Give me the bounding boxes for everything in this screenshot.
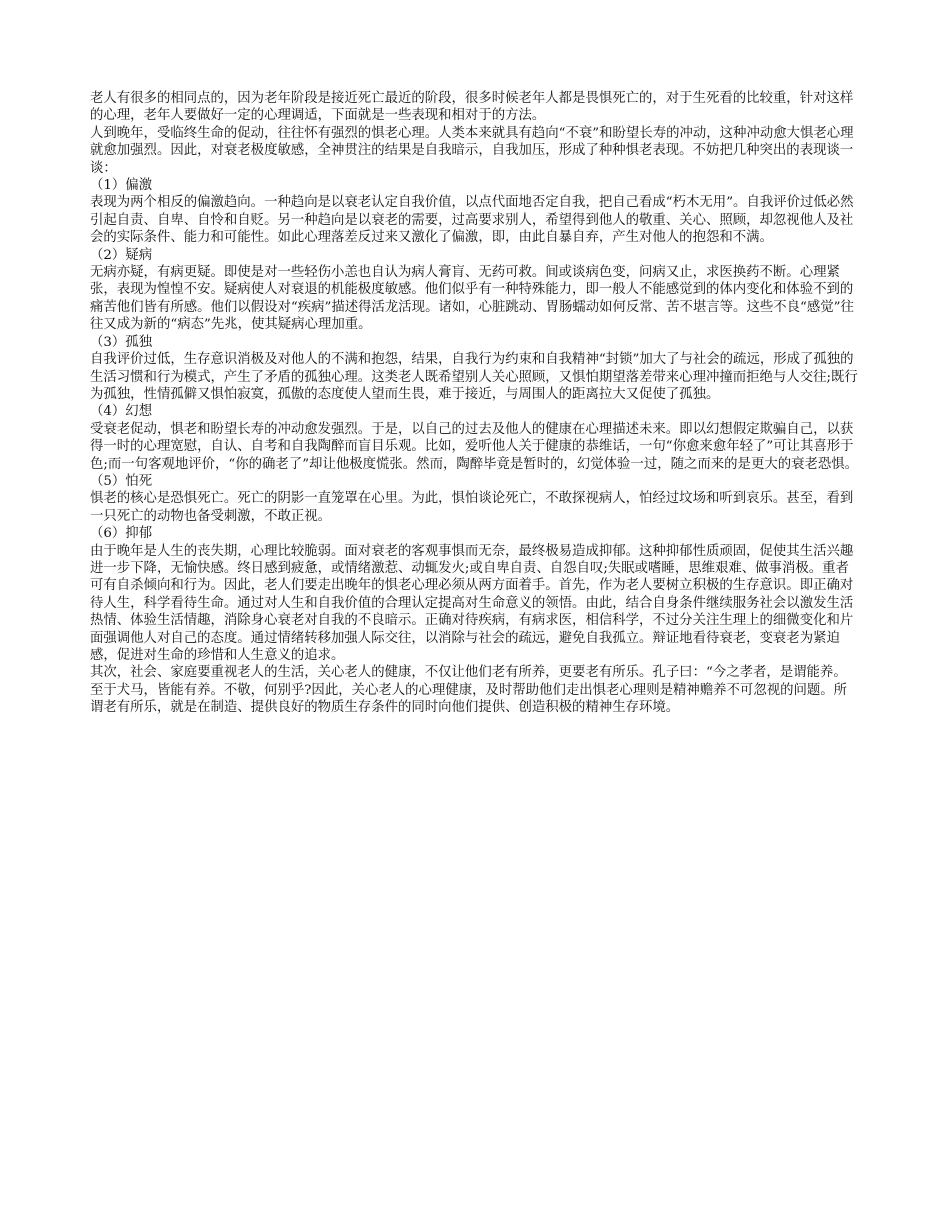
section-heading-loneliness: （3）孤独 [90, 334, 153, 350]
section-text-bias: 表现为两个相反的偏激趋向。一种趋向是以衰老认定自我价值，以点代面地否定自我，把自己看成“朽木无用”。自我评价过低必然引起自责、自卑、自怜和自贬。另一种趋向是以衰老的需要，过高要求别人，希望得到他人的敬重、关心、照顾，却忽视他人及社会的实际条件、能力和可能性。如此心理落差反过来又激化了偏激，即，由此自暴自弃，产生对他人的抱怨和不满。 [90, 195, 854, 246]
section-text-loneliness: 自我评价过低，生存意识消极及对他人的不满和抱怨，结果，自我行为约束和自我精神“封锁”加大了与社会的疏远，形成了孤独的生活习惯和行为模式，产生了矛盾的孤独心理。这类老人既希望别人关心照顾，又惧怕期望落差带来心理冲撞而拒绝与人交往;既行为孤独，性情孤僻又惧怕寂寞，孤傲的态度使人望而生畏，难于接近，与周围人的距离拉大又促使了孤独。 [90, 352, 858, 402]
overview-paragraph: 人到晚年，受临终生命的促动，往往怀有强烈的惧老心理。人类本来就具有趋向“不衰”和盼望长寿的冲动，这种冲动愈大惧老心理就愈加强烈。因此，对衰老极度敏感，全神贯注的结果是自我暗示，自我加压，形成了种种惧老表现。不妨把几种突出的表现谈一谈： [90, 125, 854, 176]
section-text-hypochondria: 无病亦疑，有病更疑。即使是对一些轻伤小恙也自认为病人膏肓、无药可救。间或谈病色变，问病又止，求医换药不断。心理紧张，表现为惶惶不安。疑病使人对衰退的机能极度敏感。他们似乎有一种特殊能力，即一般人不能感觉到的体内变化和体验不到的痛苦他们皆有所感。他们以假设对“疾病”描述得活龙活现。诸如，心脏跳动、胃肠蠕动如何反常、苦不堪言等。这些不良“感觉”往往又成为新的“病态”先兆，使其疑病心理加重。 [90, 265, 854, 333]
intro-paragraph: 老人有很多的相同点的，因为老年阶段是接近死亡最近的阶段，很多时候老年人都是畏惧死亡的，对于生死看的比较重，针对这样的心理，老年人要做好一定的心理调适，下面就是一些表现和相对于的方法。 [90, 91, 854, 124]
section-heading-depression: （6）抑郁 [90, 526, 153, 542]
section-heading-hypochondria: （2）疑病 [90, 247, 153, 263]
section-heading-fantasy: （4）幻想 [90, 404, 153, 420]
section-text-depression: 由于晚年是人生的丧失期，心理比较脆弱。面对衰老的客观事惧而无奈，最终极易造成抑郁。这种抑郁性质顽固，促使其生活兴趣进一步下降，无愉快感。终日感到疲惫，或情绪激惹、动辄发火;或自卑自责、自怨自叹;失眠或嗜睡，思维艰难、做事消极。重者可有自杀倾向和行为。因此，老人们要走出晚年的惧老心理必须从两方面着手。首先，作为老人要树立积极的生存意识。即正确对待人生，科学看待生命。通过对人生和自我价值的合理认定提高对生命意义的领悟。由此，结合自身条件继续服务社会以激发生活热情、体验生活情趣，消除身心衰老对自我的不良暗示。正确对待疾病，有病求医，相信科学，不过分关注生理上的细微变化和片面强调他人对自己的态度。通过情绪转移加强人际交往，以消除与社会的疏远，避免自我孤立。辩证地看待衰老，变衰老为紧迫感，促进对生命的珍惜和人生意义的追求。 [90, 543, 854, 663]
section-heading-bias: （1）偏激 [90, 178, 153, 194]
section-text-fear-of-death: 惧老的核心是恐惧死亡。死亡的阴影一直笼罩在心里。为此，惧怕谈论死亡，不敢探视病人，怕经过坟场和听到哀乐。甚至，看到一只死亡的动物也备受刺激，不敢正视。 [90, 491, 854, 524]
document-body [90, 90, 860, 717]
section-text-fantasy: 受衰老促动，惧老和盼望长寿的冲动愈发强烈。于是，以自己的过去及他人的健康在心理描述未来。即以幻想假定欺骗自己，以获得一时的心理宽慰，自认、自考和自我陶醉而盲目乐观。比如，爱听他人关于健康的恭维话，一句“你愈来愈年轻了”可让其喜形于色;而一句客观地评价，“你的确老了”却让他极度慌张。然而，陶醉毕竟是暂时的，幻觉体验一过，随之而来的是更大的衰老恐惧。 [90, 421, 859, 472]
section-heading-fear-of-death: （5）怕死 [90, 473, 153, 489]
closing-paragraph: 其次，社会、家庭要重视老人的生活，关心老人的健康，不仅让他们老有所养，更要老有所乐。孔子曰：“今之孝者，是谓能养。至于犬马，皆能有养。不敬，何别乎?因此，关心老人的心理健康，及时帮助他们走出惧老心理则是精神赡养不可忽视的问题。所谓老有所乐，就是在制造、提供良好的物质生存条件的同时向他们提供、创造积极的精神生存环境。 [90, 665, 848, 716]
